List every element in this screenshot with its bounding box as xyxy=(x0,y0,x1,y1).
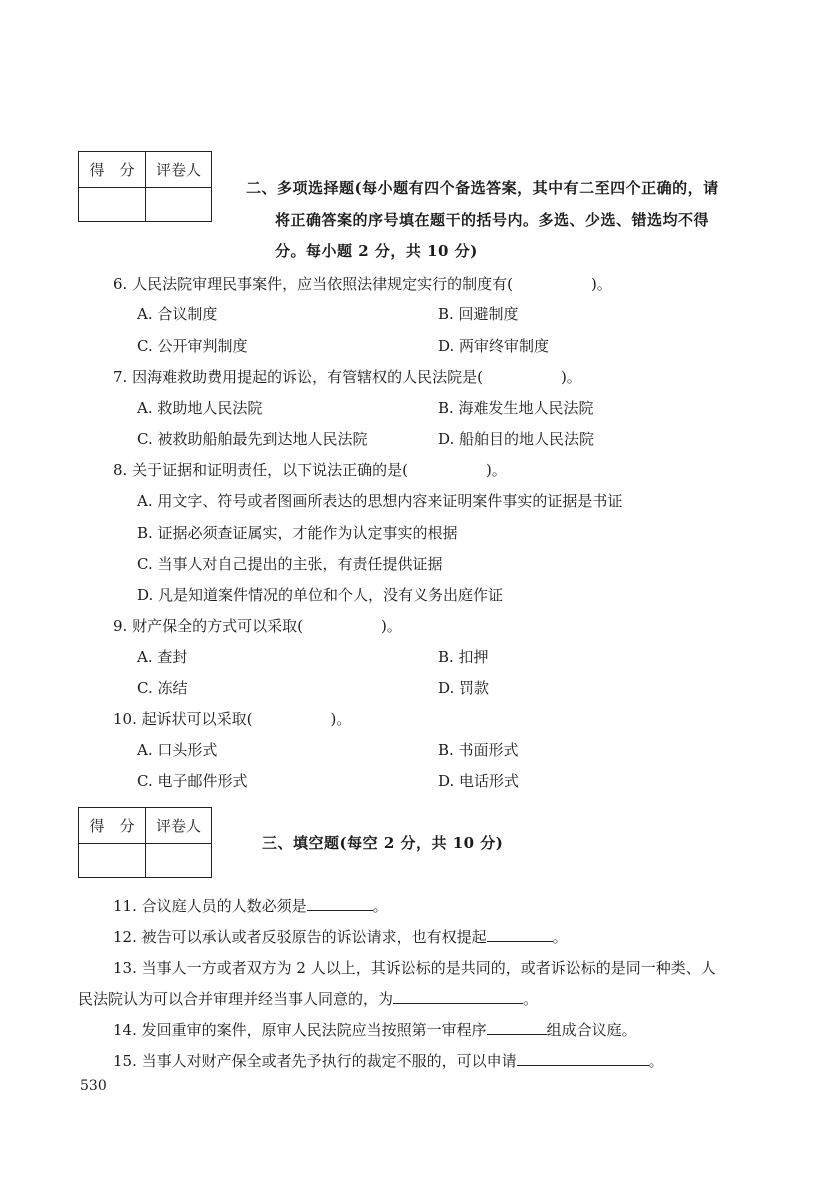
q6-option-d: D. 两审终审制度 xyxy=(438,337,550,355)
section2-heading-line2: 将正确答案的序号填在题干的括号内。多选、少选、错选均不得 xyxy=(275,211,710,229)
fill-blank[interactable] xyxy=(307,896,373,911)
q6-option-a: A. 合议制度 xyxy=(137,305,218,323)
q7-option-d: D. 船舶目的地人民法院 xyxy=(438,430,595,448)
grader-label: 评卷人 xyxy=(146,808,212,844)
question-6: 6. 人民法院审理民事案件，应当依照法律规定实行的制度有( )。 xyxy=(113,275,612,293)
fill-blank[interactable] xyxy=(487,1020,547,1035)
score-cell[interactable] xyxy=(79,844,146,878)
q10-option-c: C. 电子邮件形式 xyxy=(137,772,248,790)
q10-option-b: B. 书面形式 xyxy=(438,741,519,759)
grader-cell[interactable] xyxy=(146,188,212,222)
q9-option-a: A. 查封 xyxy=(137,648,188,666)
section2-heading-line3: 分。每小题 2 分，共 10 分) xyxy=(275,242,478,260)
q9-option-d: D. 罚款 xyxy=(438,679,490,697)
question-13-line2: 民法院认为可以合并审理并经当事人同意的，为 。 xyxy=(78,990,539,1008)
question-8: 8. 关于证据和证明责任，以下说法正确的是( )。 xyxy=(113,461,507,479)
q10-option-a: A. 口头形式 xyxy=(137,741,218,759)
question-9: 9. 财产保全的方式可以采取( )。 xyxy=(113,617,402,635)
fill-blank[interactable] xyxy=(487,927,553,942)
fill-blank[interactable] xyxy=(393,989,523,1004)
question-10: 10. 起诉状可以采取( )。 xyxy=(113,710,352,728)
score-label: 得 分 xyxy=(79,152,146,188)
q7-option-b: B. 海难发生地人民法院 xyxy=(438,399,594,417)
q9-option-c: C. 冻结 xyxy=(137,679,188,697)
q10-option-d: D. 电话形式 xyxy=(438,772,520,790)
question-7: 7. 因海难救助费用提起的诉讼，有管辖权的人民法院是( )。 xyxy=(113,368,582,386)
section3-heading: 三、填空题(每空 2 分，共 10 分) xyxy=(262,834,504,852)
q8-option-b: B. 证据必须查证属实，才能作为认定事实的根据 xyxy=(137,524,458,542)
question-13-line1: 13. 当事人一方或者双方为 2 人以上，其诉讼标的是共同的，或者诉讼标的是同一种类、人 xyxy=(113,959,716,977)
question-8-stem: 8. 关于证据和证明责任，以下说法正确的是( xyxy=(113,461,408,479)
q6-option-c: C. 公开审判制度 xyxy=(137,337,248,355)
fill-blank[interactable] xyxy=(517,1051,649,1066)
q8-option-c: C. 当事人对自己提出的主张，有责任提供证据 xyxy=(137,555,443,573)
question-12: 12. 被告可以承认或者反驳原告的诉讼请求，也有权提起 。 xyxy=(113,928,568,946)
q7-option-a: A. 救助地人民法院 xyxy=(137,399,263,417)
section2-heading-line1: 二、多项选择题(每小题有四个备选答案，其中有二至四个正确的，请 xyxy=(246,179,719,197)
q7-option-c: C. 被救助船舶最先到达地人民法院 xyxy=(137,430,368,448)
page-number: 530 xyxy=(80,1078,107,1094)
question-6-stem: 6. 人民法院审理民事案件，应当依照法律规定实行的制度有( xyxy=(113,275,513,293)
q6-option-b: B. 回避制度 xyxy=(438,305,519,323)
score-table-2 xyxy=(78,807,212,878)
score-table-1 xyxy=(78,151,212,222)
q9-option-b: B. 扣押 xyxy=(438,648,489,666)
question-14: 14. 发回重审的案件，原审人民法院应当按照第一审程序 组成合议庭。 xyxy=(113,1021,637,1039)
question-15: 15. 当事人对财产保全或者先予执行的裁定不服的，可以申请 。 xyxy=(113,1052,664,1070)
grader-label: 评卷人 xyxy=(146,152,212,188)
q8-option-d: D. 凡是知道案件情况的单位和个人，没有义务出庭作证 xyxy=(137,586,504,604)
score-label: 得 分 xyxy=(79,808,146,844)
question-10-stem: 10. 起诉状可以采取( xyxy=(113,710,253,728)
question-9-stem: 9. 财产保全的方式可以采取( xyxy=(113,617,303,635)
q8-option-a: A. 用文字、符号或者图画所表达的思想内容来证明案件事实的证据是书证 xyxy=(137,492,623,510)
grader-cell[interactable] xyxy=(146,844,212,878)
score-cell[interactable] xyxy=(79,188,146,222)
question-7-stem: 7. 因海难救助费用提起的诉讼，有管辖权的人民法院是( xyxy=(113,368,483,386)
question-11: 11. 合议庭人员的人数必须是 。 xyxy=(113,897,388,915)
